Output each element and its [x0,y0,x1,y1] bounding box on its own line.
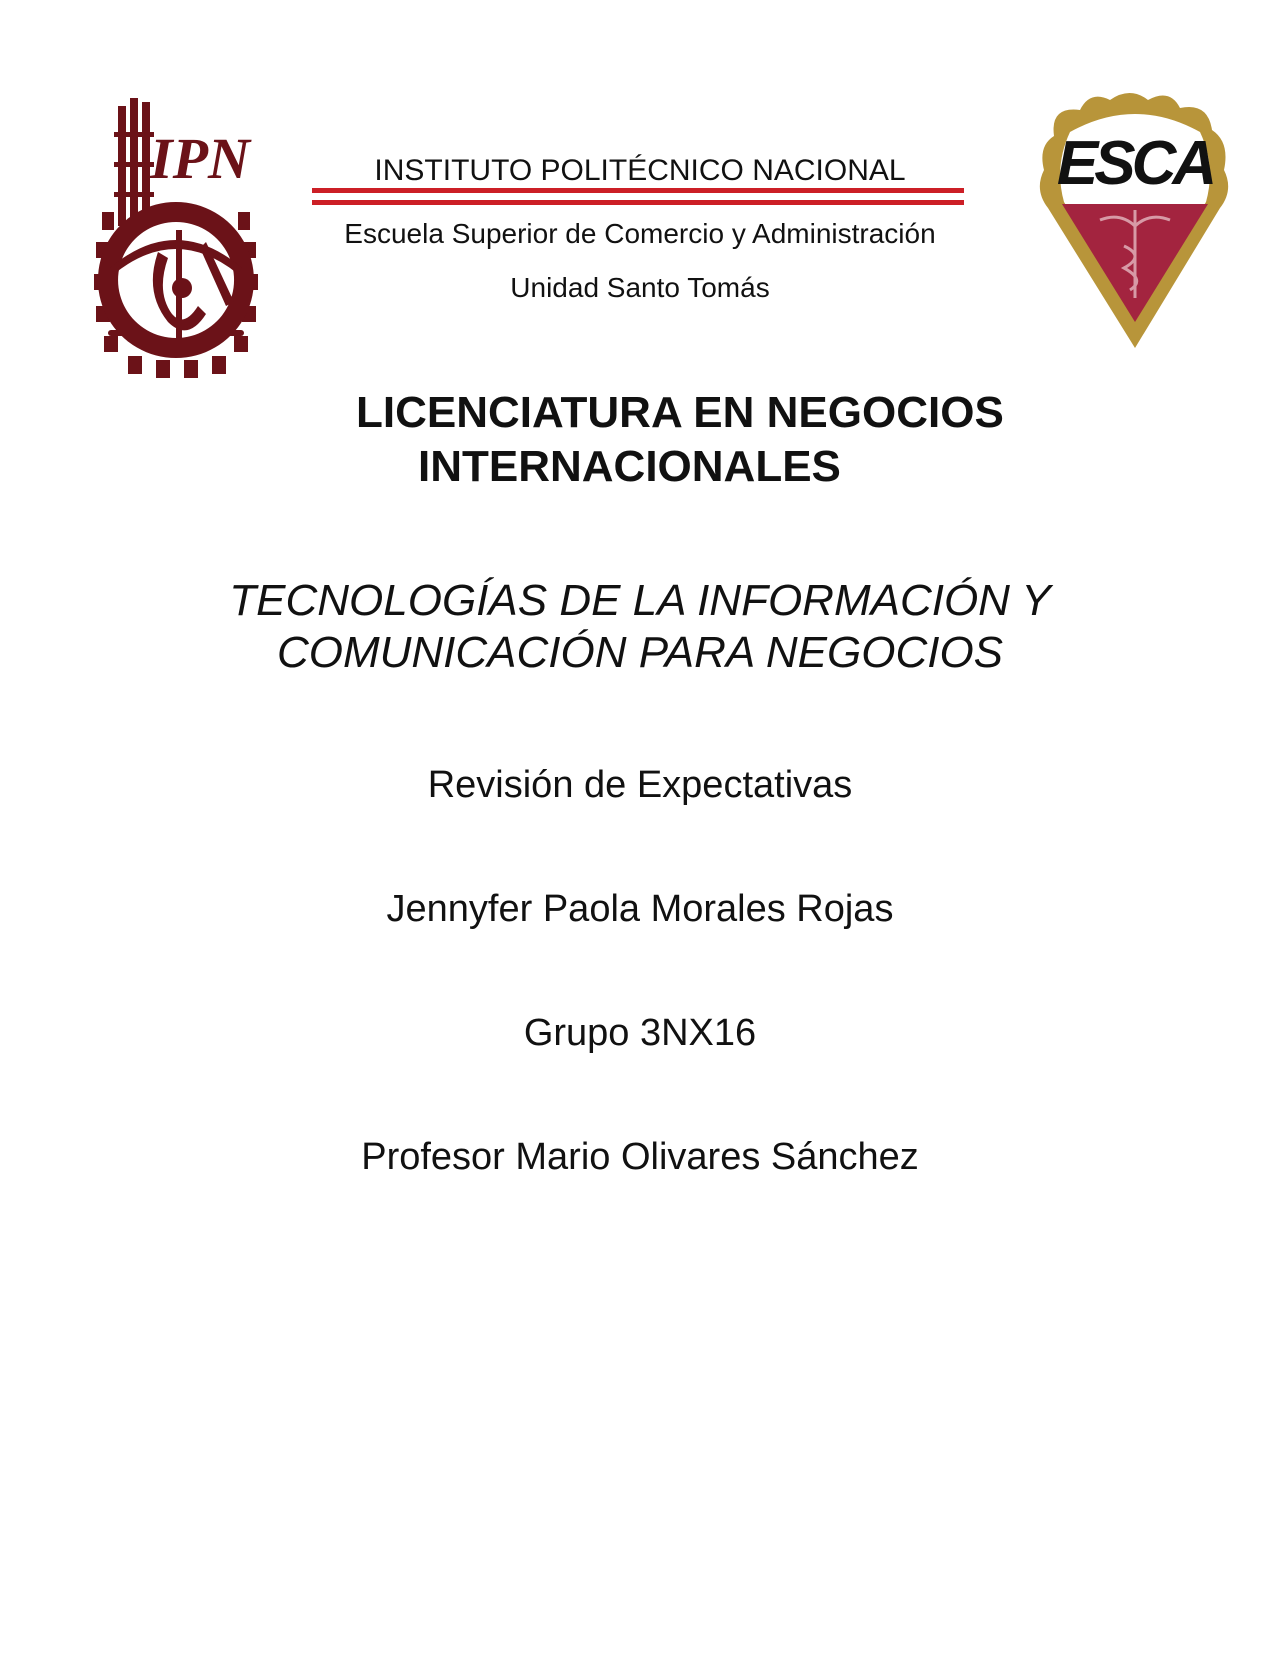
degree-title-line-1: LICENCIATURA EN NEGOCIOS [356,388,1004,437]
student-name: Jennyfer Paola Morales Rojas [386,888,894,930]
esca-logo [1030,86,1240,352]
header-rule-top [312,188,964,193]
svg-text:IPN: IPN [150,126,250,191]
group-name: Grupo 3NX16 [523,1012,757,1054]
professor-name: Profesor Mario Olivares Sánchez [361,1136,919,1178]
ipn-logo [88,92,264,378]
document-title: Revisión de Expectativas [427,764,853,806]
svg-text:ESCA: ESCA [1056,129,1214,198]
header-rule-bottom [312,200,964,205]
subject-title-line-2: COMUNICACIÓN PARA NEGOCIOS [276,628,1004,677]
unit-name: Unidad Santo Tomás [510,272,770,303]
school-name: Escuela Superior de Comercio y Administración [344,218,936,249]
degree-title-line-2: INTERNACIONALES [418,442,841,491]
subject-title-line-1: TECNOLOGÍAS DE LA INFORMACIÓN Y [229,576,1051,625]
institution-name: INSTITUTO POLITÉCNICO NACIONAL [374,154,906,187]
